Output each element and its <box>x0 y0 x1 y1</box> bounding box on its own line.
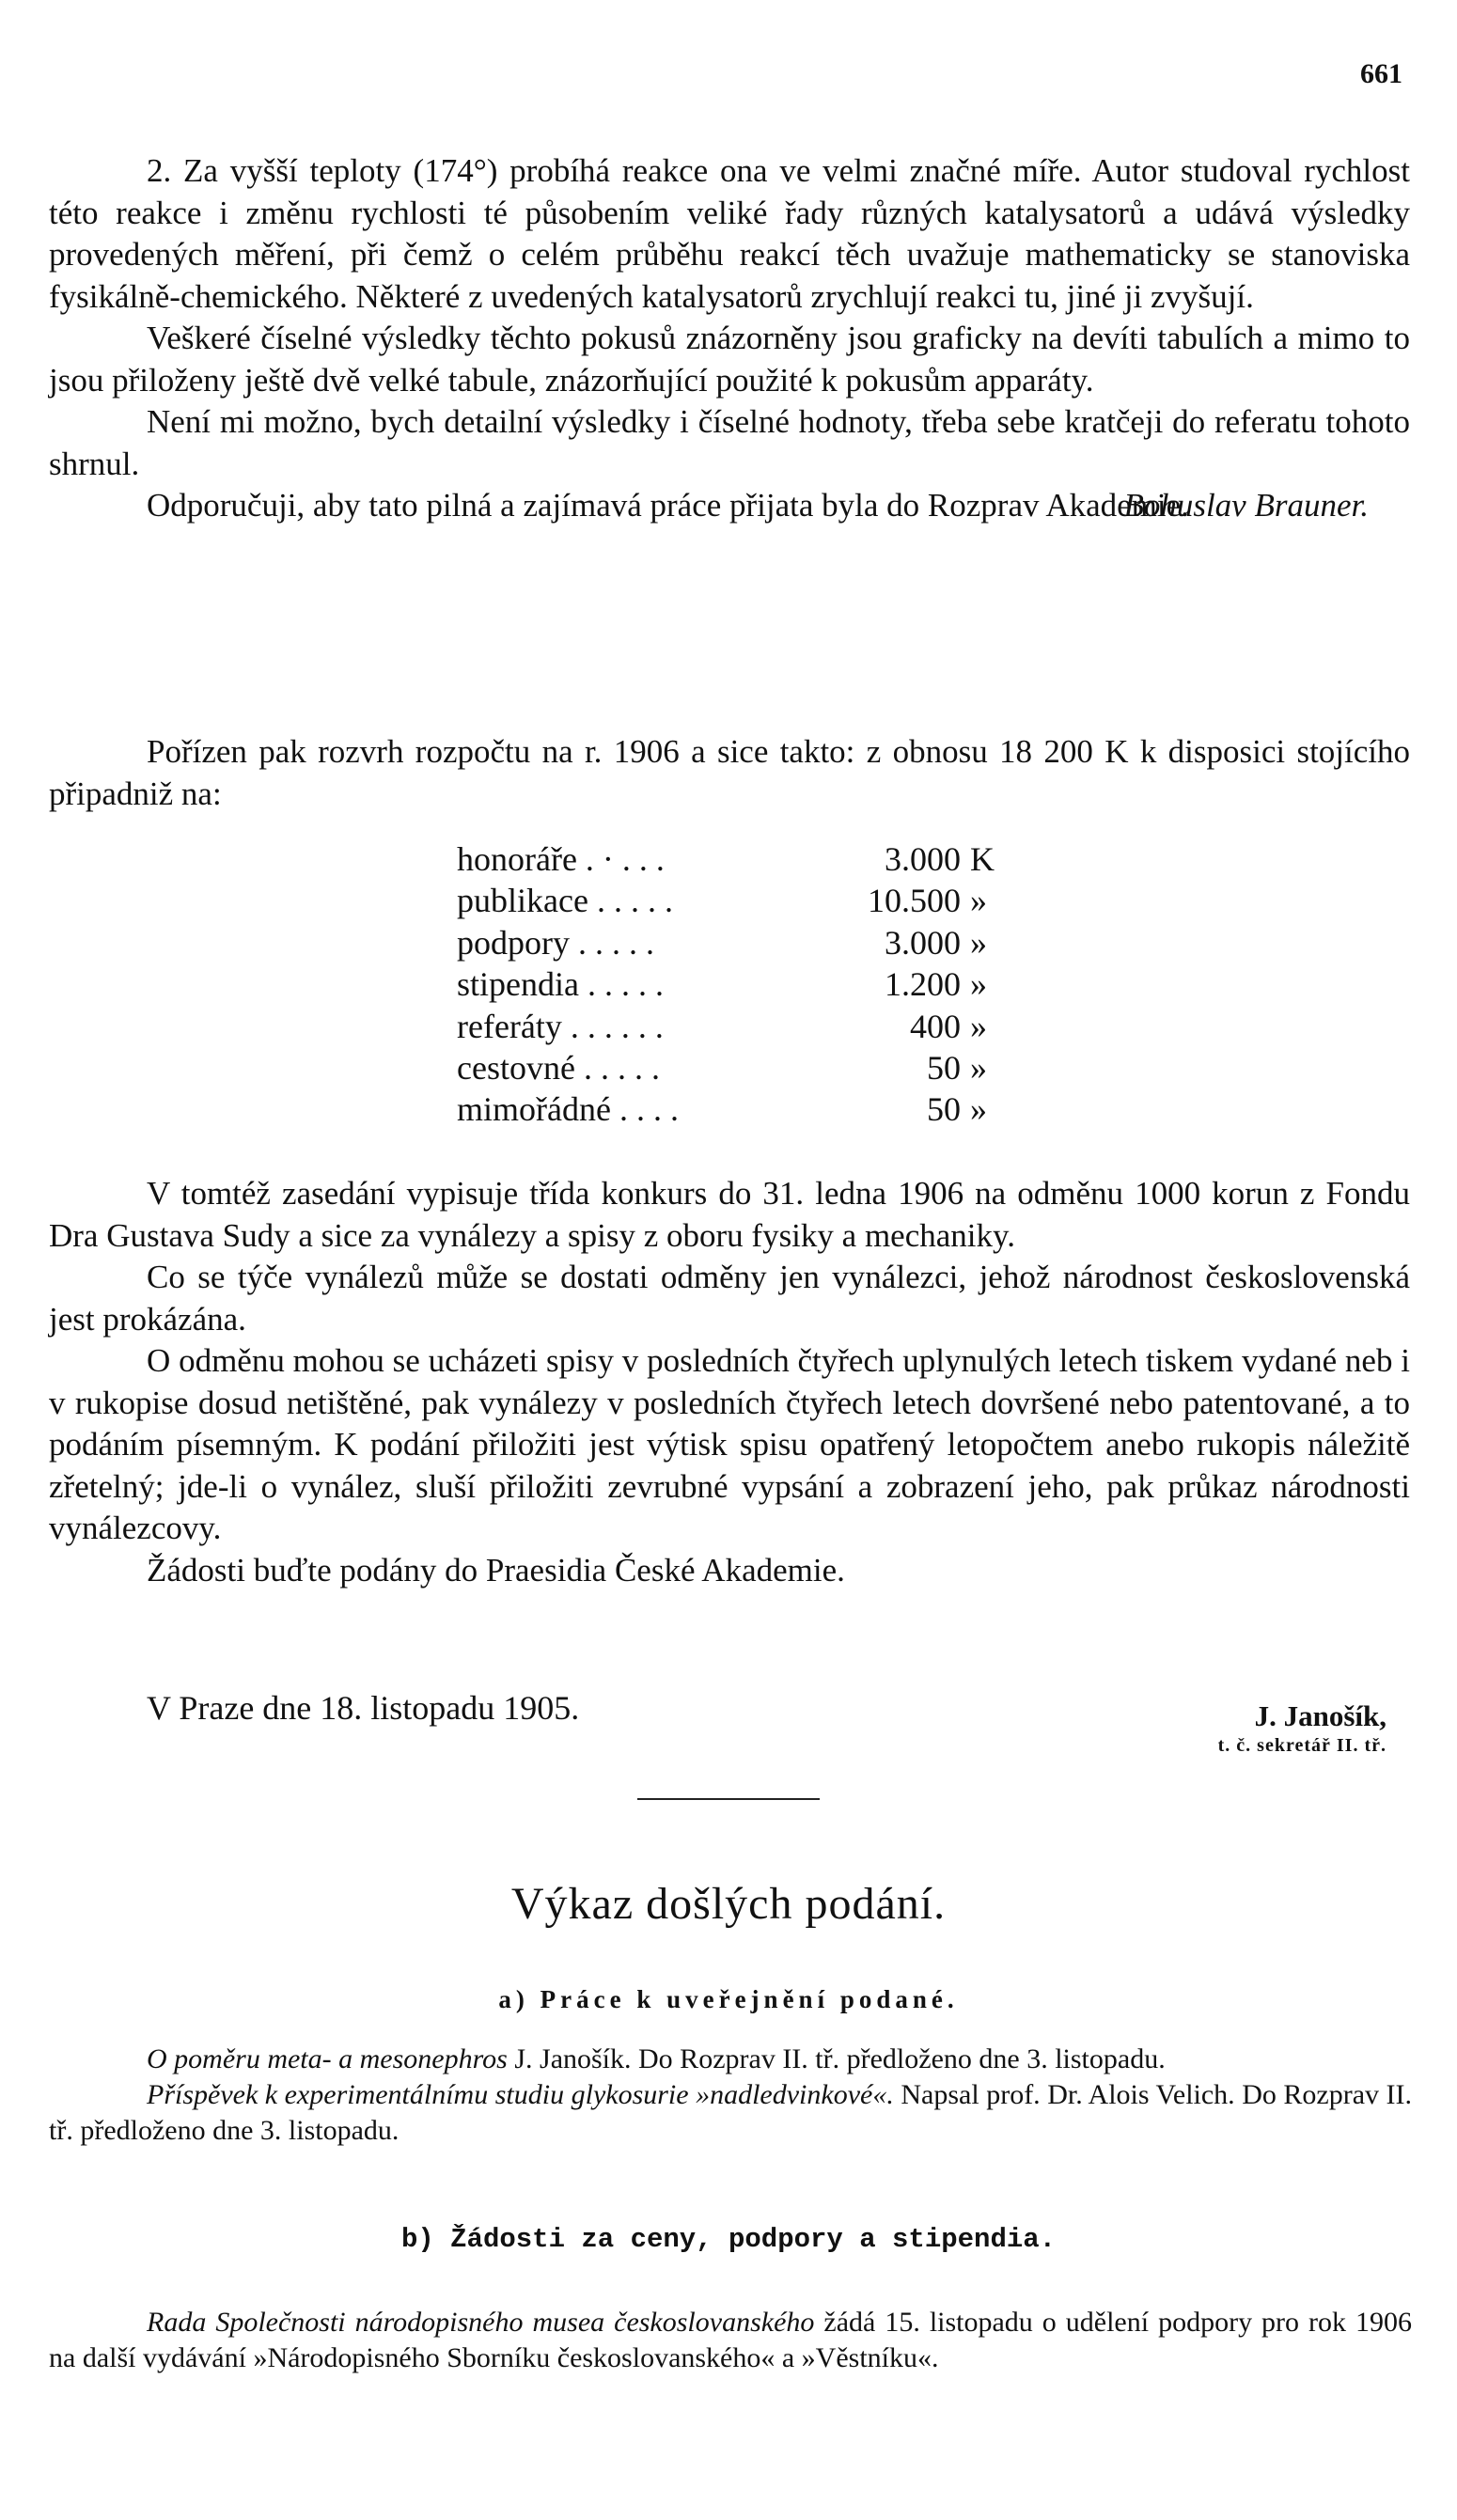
budget-label: publikace . . . . . <box>457 882 673 920</box>
paragraph: Veškeré číselné výsledky těchto pokusů znázorněny jsou graficky na devíti tabulích a mimo to jsou přiloženy ještě dvě velké tabule, znázorňující použité k pokusům apparáty. <box>49 320 1410 399</box>
entry-title: O poměru meta- a mesonephros <box>147 2043 508 2074</box>
entries-a <box>49 2042 1412 2149</box>
list-item <box>49 2305 1412 2376</box>
paragraph: 2. Za vyšší teploty (174°) probíhá reakce ona ve velmi značné míře. Autor studoval rychlost této reakce i změnu rychlosti té působením veliké řady různých katalysatorů a udává výsledky provedených měření, při čemž o celém průběhu reakcí těch uvažuje mathematicky se stanoviska fysikálně-chemického. Některé z uvedených katalysatorů zrychlují reakci tu, jiné ji zvyšují. <box>49 152 1410 315</box>
budget-amount: 1.200 <box>885 965 961 1004</box>
entries-b <box>49 2305 1412 2376</box>
subsection-b-title: b) Žádosti za ceny, podpory a stipendia. <box>400 2224 1057 2255</box>
budget-unit: K <box>970 840 995 878</box>
budget-label: cestovné . . . . . <box>457 1049 660 1088</box>
entry-title: Příspěvek k experimentálnímu studiu glykosurie »nadledvinkové«. <box>147 2079 894 2110</box>
budget-unit: » <box>970 923 987 962</box>
entry-title: Rada Společnosti národopisného musea českoslovanského <box>147 2307 815 2338</box>
entry-text: Napsal prof. Dr. Alois Velich. Do Rozprav II. tř. předloženo dne 3. listopadu. <box>49 2079 1413 2146</box>
entry-text: J. Janošík. Do Rozprav II. tř. předloženo dne 3. listopadu. <box>514 2043 1166 2074</box>
competition-text <box>49 1173 1410 1591</box>
section-heading: Výkaz došlých podání. <box>510 1879 947 1929</box>
budget-label: podpory . . . . . <box>457 923 654 962</box>
budget-row <box>457 1006 1008 1047</box>
budget-unit: » <box>970 1090 987 1129</box>
subsection-a-title: a) Práce k uveřejnění podané. <box>498 1985 959 2013</box>
secretary-signature <box>1104 1699 1386 1757</box>
budget-amount: 50 <box>927 1049 961 1088</box>
budget-row <box>457 1047 1008 1088</box>
budget-label: honoráře . · . . . <box>457 840 665 878</box>
budget-unit: » <box>970 882 987 920</box>
budget-unit: » <box>970 1007 987 1045</box>
budget-label: stipendia . . . . . <box>457 965 664 1004</box>
secretary-role: t. č. sekretář II. tř. <box>1217 1735 1386 1756</box>
paragraph: Žádosti buďte podány do Praesidia České Akademie. <box>147 1551 845 1589</box>
list-item <box>49 2042 1412 2077</box>
budget-row <box>457 838 1008 880</box>
paragraph: Odporučuji, aby tato pilná a zajímavá práce přijata byla do Rozprav Akademie. <box>147 487 1189 524</box>
budget-table <box>457 838 1008 1131</box>
budget-row <box>457 963 1008 1005</box>
report-text <box>49 150 1410 527</box>
referee-signature: Bohuslav Brauner. <box>1123 487 1369 524</box>
budget-row <box>457 880 1008 921</box>
budget-label: referáty . . . . . . <box>457 1007 664 1045</box>
budget-label: mimořádné . . . . <box>457 1090 679 1129</box>
date-line: V Praze dne 18. listopadu 1905. <box>147 1689 580 1727</box>
paragraph: O odměnu mohou se ucházeti spisy v posledních čtyřech uplynulých letech tiskem vydané neb i v rukopise dosud netištěné, pak vynálezy v posledních čtyřech letech dovršené nebo patentované, a to podáním písemným. K podání přiložiti jest výtisk spisu opatřený letopočtem anebo rukopis náležitě zřetelný; jde-li o vynález, sluší přiložiti zevrubné vypsání a zobrazení jeho, pak průkaz národnosti vynálezcovy. <box>49 1342 1410 1546</box>
budget-intro <box>49 731 1410 815</box>
budget-unit: » <box>970 1049 987 1088</box>
budget-row <box>457 922 1008 963</box>
budget-amount: 3.000 <box>885 923 961 962</box>
entry-text: žádá 15. listopadu o udělení podpory pro rok 1906 na další vydávání »Národopisného Sborníku českoslovanského« a »Věstníku«. <box>49 2307 1413 2373</box>
budget-row <box>457 1088 1008 1130</box>
paragraph: Není mi možno, bych detailní výsledky i číselné hodnoty, třeba sebe kratčeji do referatu tohoto shrnul. <box>49 403 1410 482</box>
page-number: 661 <box>1360 58 1402 89</box>
secretary-name: J. Janošík, <box>1254 1699 1386 1732</box>
paragraph: Co se týče vynálezů může se dostati odměny jen vynálezci, jehož národnost československá jest prokázána. <box>49 1259 1410 1338</box>
paragraph: V tomtéž zasedání vypisuje třída konkurs do 31. ledna 1906 na odměnu 1000 korun z Fondu Dra Gustava Sudy a sice za vynálezy a spisy z oboru fysiky a mechaniky. <box>49 1175 1410 1254</box>
divider <box>637 1798 820 1800</box>
budget-amount: 10.500 <box>868 882 961 920</box>
budget-amount: 400 <box>910 1007 961 1045</box>
budget-amount: 3.000 <box>885 840 961 878</box>
paragraph: Pořízen pak rozvrh rozpočtu na r. 1906 a sice takto: z obnosu 18 200 K k disposici stojícího připadniž na: <box>49 733 1410 812</box>
budget-amount: 50 <box>927 1090 961 1129</box>
list-item <box>49 2077 1412 2149</box>
budget-unit: » <box>970 965 987 1004</box>
